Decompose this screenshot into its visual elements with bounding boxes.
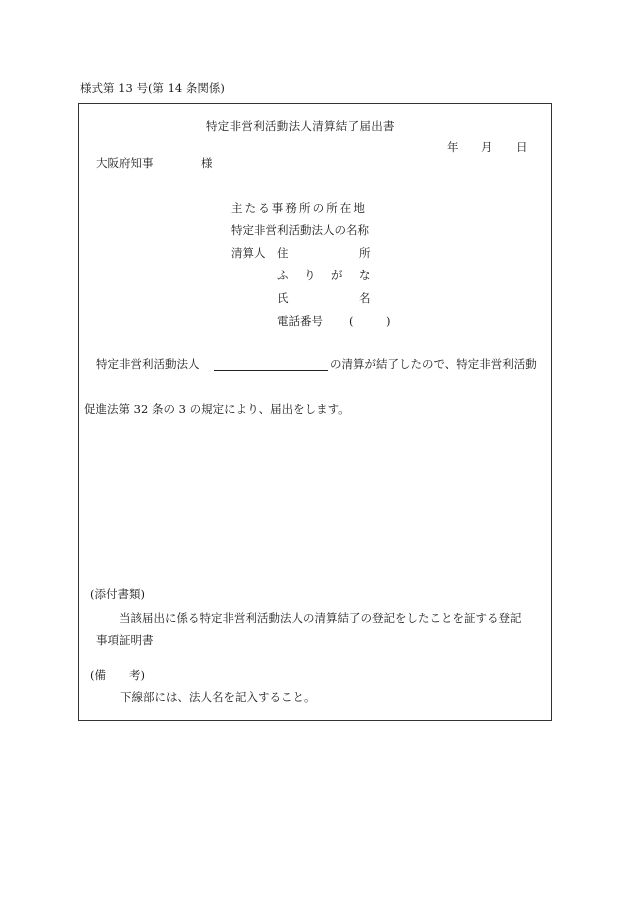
phone-label: 電話番号 [277,314,323,328]
liquidator-label: 清算人 [231,246,266,260]
body-suffix: の清算が結了したので、特定非営利活動 [330,357,537,371]
recipient-name: 大阪府知事 [96,156,154,170]
address-label-a: 住 [277,246,289,260]
furigana-char: が [331,268,343,282]
furigana-char: り [304,268,316,282]
corp-name-underline [214,370,328,371]
body-prefix: 特定非営利活動法人 [96,357,200,371]
attachments-heading: (添付書類) [90,587,145,601]
attachments-line2: 事項証明書 [96,633,154,647]
furigana-char: ふ [277,268,289,282]
remarks-heading: (備 考) [90,668,145,682]
attachments-line1: 当該届出に係る特定非営利活動法人の清算結了の登記をしたことを証する登記 [119,611,522,625]
form-title: 特定非営利活動法人清算結了届出書 [206,119,395,133]
body-line2: 促進法第 32 条の 3 の規定により、届出をします。 [84,402,350,416]
corp-name-label: 特定非営利活動法人の名称 [231,223,369,237]
phone-paren-open: ( [349,314,354,328]
name-label-b: 名 [359,291,371,305]
furigana-char: な [359,268,371,282]
recipient-honorific: 様 [201,156,213,170]
phone-paren-close: ) [386,314,391,328]
remarks-text: 下線部には、法人名を記入すること。 [120,690,316,704]
office-address-label: 主たる事務所の所在地 [231,201,367,215]
address-label-b: 所 [359,246,371,260]
date-day: 日 [516,140,528,154]
form-number: 様式第 13 号(第 14 条関係) [80,81,225,95]
date-year: 年 [447,140,459,154]
name-label-a: 氏 [277,291,289,305]
date-month: 月 [481,140,493,154]
